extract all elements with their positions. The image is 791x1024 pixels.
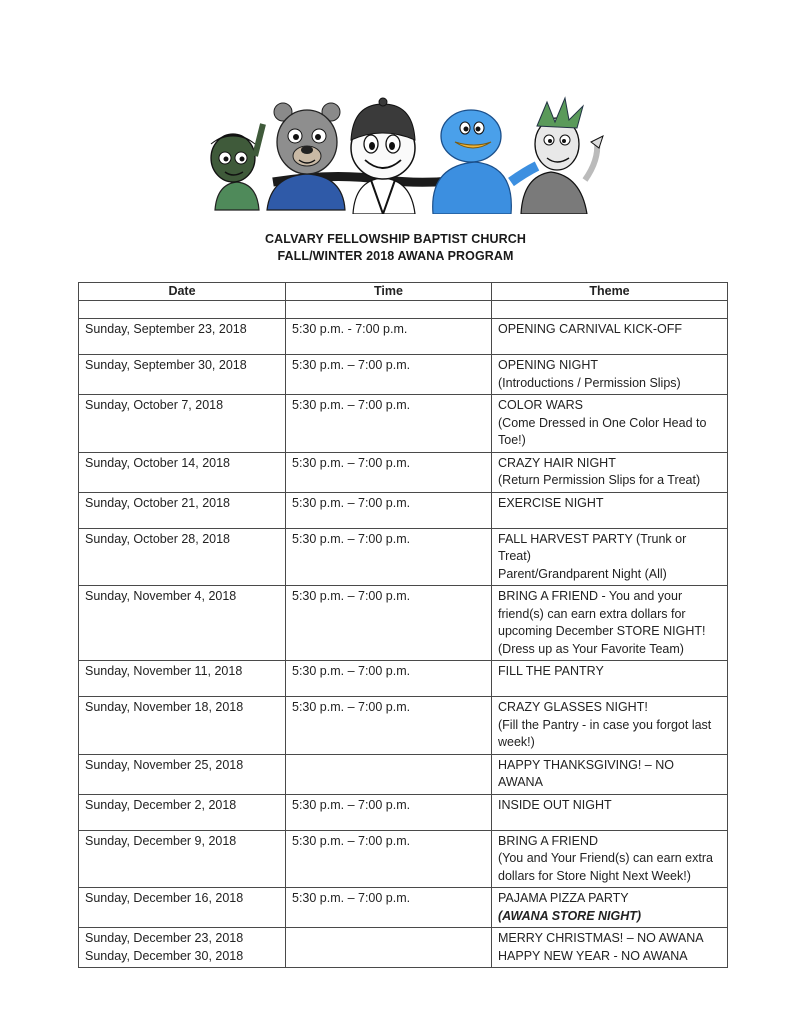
column-header-theme: Theme [492,283,728,301]
date-cell [79,452,286,492]
date-cell [79,928,286,968]
date-text: Sunday, November 18, 2018 [85,700,244,714]
table-row [79,586,728,661]
time-text: 5:30 p.m. – 7:00 p.m. [292,664,411,678]
date-text: Sunday, October 7, 2018 [85,398,224,412]
date-cell [79,528,286,586]
column-header-date: Date [79,283,286,301]
date-text: Sunday, December 9, 2018 [85,833,237,848]
time-cell [286,754,492,794]
spacer-row [79,301,728,319]
date-text: Sunday, October 28, 2018 [85,531,231,546]
theme-text: INSIDE OUT NIGHT [498,797,612,812]
date-cell [79,830,286,888]
theme-cell [492,319,728,355]
time-text: 5:30 p.m. – 7:00 p.m. [292,833,411,848]
table-row [79,319,728,355]
table-header-row [79,283,728,301]
time-text: 5:30 p.m. – 7:00 p.m. [292,891,411,905]
date-cell [79,661,286,697]
theme-text: dollars for Store Night Next Week!) [498,868,691,883]
theme-text: (AWANA STORE NIGHT) [498,908,642,923]
date-text: Sunday, September 30, 2018 [85,358,247,372]
theme-cell [492,492,728,528]
time-cell [286,928,492,968]
date-text: Sunday, October 21, 2018 [85,495,231,510]
theme-text: Toe!) [498,433,526,447]
theme-text: FALL HARVEST PARTY (Trunk or Treat) [498,531,687,563]
theme-text: HAPPY NEW YEAR - NO AWANA [498,948,688,963]
time-text: 5:30 p.m. - 7:00 p.m. [292,322,408,336]
time-text: 5:30 p.m. – 7:00 p.m. [292,495,411,510]
theme-text: BRING A FRIEND [498,833,599,848]
date-cell [79,754,286,794]
theme-text: MERRY CHRISTMAS! – NO AWANA [498,931,704,945]
theme-cell [492,888,728,928]
schedule-table [78,282,728,968]
blue-bird-character [433,110,537,214]
theme-text: (Introductions / Permission Slips) [498,375,681,390]
church-name-heading: CALVARY FELLOWSHIP BAPTIST CHURCH [265,232,526,246]
zany-character [521,98,603,214]
time-text: 5:30 p.m. – 7:00 p.m. [292,398,411,412]
theme-text: OPENING CARNIVAL KICK-OFF [498,322,683,336]
date-cell [79,492,286,528]
theme-text: (Dress up as Your Favorite Team) [498,641,684,656]
theme-cell [492,794,728,830]
theme-cell [492,754,728,794]
theme-text: (You and Your Friend(s) can earn extra [498,851,713,865]
time-cell [286,395,492,453]
table-row [79,697,728,755]
table-row [79,794,728,830]
theme-text: CRAZY HAIR NIGHT [498,455,616,470]
green-kid-character [211,124,263,210]
time-text: 5:30 p.m. – 7:00 p.m. [292,455,411,470]
theme-text: HAPPY THANKSGIVING! – NO AWANA [498,757,674,789]
theme-cell [492,586,728,661]
theme-cell [492,395,728,453]
theme-text: friend(s) can earn extra dollars for [498,606,686,621]
date-text: Sunday, December 2, 2018 [85,797,237,812]
theme-text: Parent/Grandparent Night (All) [498,566,667,581]
date-cell [79,794,286,830]
theme-text: (Come Dressed in One Color Head to [498,415,707,430]
theme-text: BRING A FRIEND - You and your [498,589,683,603]
time-text: 5:30 p.m. – 7:00 p.m. [292,589,411,603]
date-text: Sunday, December 16, 2018 [85,891,244,905]
table-row [79,754,728,794]
table-row [79,888,728,928]
theme-text: COLOR WARS [498,398,583,412]
date-cell [79,395,286,453]
cap-boy-character [351,98,415,214]
time-text: 5:30 p.m. – 7:00 p.m. [292,358,411,372]
date-cell [79,888,286,928]
table-row [79,928,728,968]
date-cell [79,697,286,755]
table-row [79,830,728,888]
time-cell [286,794,492,830]
theme-cell [492,928,728,968]
theme-text: EXERCISE NIGHT [498,495,604,510]
theme-text: upcoming December STORE NIGHT! [498,624,706,638]
theme-cell [492,661,728,697]
date-text: Sunday, October 14, 2018 [85,455,231,470]
time-cell [286,830,492,888]
time-cell [286,319,492,355]
date-text: Sunday, November 25, 2018 [85,757,244,772]
time-cell [286,452,492,492]
theme-cell [492,830,728,888]
date-text: Sunday, November 11, 2018 [85,664,243,678]
theme-text: OPENING NIGHT [498,358,599,372]
table-row [79,355,728,395]
theme-cell [492,355,728,395]
theme-text: (Return Permission Slips for a Treat) [498,473,701,487]
theme-text: (Fill the Pantry - in case you forgot last [498,717,712,732]
theme-text: FILL THE PANTRY [498,664,604,678]
theme-cell [492,452,728,492]
date-text: Sunday, September 23, 2018 [85,322,247,336]
time-cell [286,492,492,528]
date-cell [79,319,286,355]
time-cell [286,888,492,928]
theme-text: CRAZY GLASSES NIGHT! [498,700,648,714]
date-text: Sunday, December 23, 2018 [85,931,244,945]
time-cell [286,355,492,395]
time-cell [286,528,492,586]
awana-characters-illustration [185,96,610,214]
table-row [79,452,728,492]
date-cell [79,586,286,661]
date-text: Sunday, December 30, 2018 [85,948,244,963]
time-text: 5:30 p.m. – 7:00 p.m. [292,531,411,546]
column-header-time: Time [286,283,492,301]
bear-character [267,103,345,210]
theme-cell [492,528,728,586]
table-row [79,395,728,453]
time-cell [286,697,492,755]
theme-cell [492,697,728,755]
table-row [79,492,728,528]
time-cell [286,586,492,661]
date-text: Sunday, November 4, 2018 [85,589,237,603]
theme-text: week!) [498,735,535,749]
time-cell [286,661,492,697]
table-row [79,528,728,586]
table-row [79,661,728,697]
time-text: 5:30 p.m. – 7:00 p.m. [292,797,411,812]
time-text: 5:30 p.m. – 7:00 p.m. [292,700,411,714]
date-cell [79,355,286,395]
program-title-heading: FALL/WINTER 2018 AWANA PROGRAM [277,249,514,263]
theme-text: PAJAMA PIZZA PARTY [498,891,629,905]
